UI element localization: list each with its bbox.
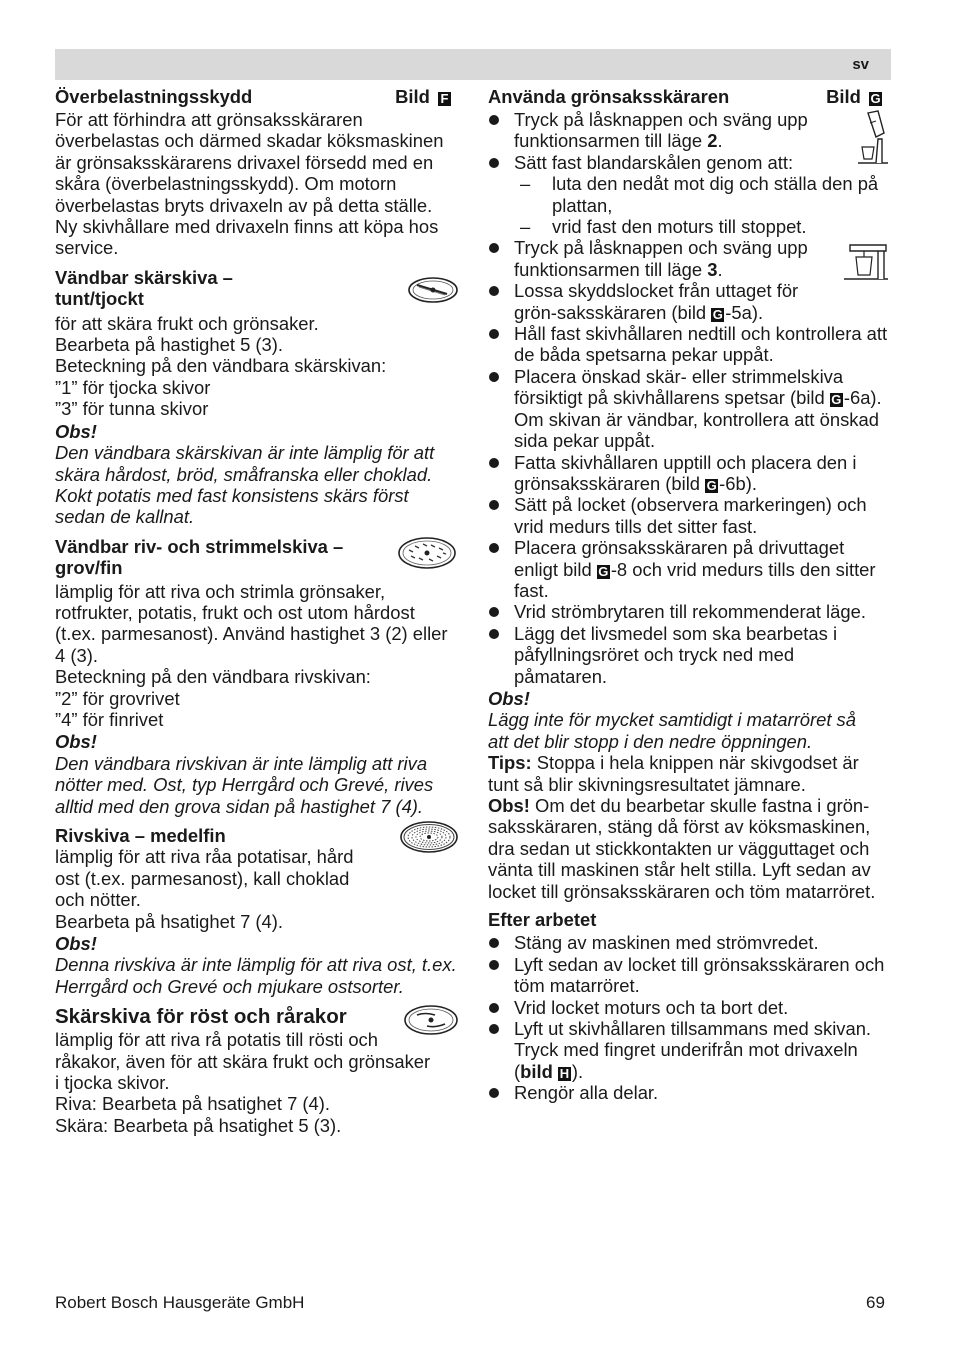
figure-ref (826, 86, 882, 107)
after-step (488, 1018, 892, 1082)
use-heading (488, 86, 892, 108)
medium-line: och nötter. (55, 889, 141, 911)
use-step-text: Placera önskad skär- eller strimmelskiva försiktigt på skivhållarens spetsar (bild (514, 365, 844, 409)
slicing-title-line1: Vändbar skärskiva – (55, 266, 233, 288)
use-step: Håll fast skivhållaren nedtill och kontrollera att de båda spetsarna pekar uppåt. (488, 323, 892, 366)
medium-title: Rivskiva – medelfin (55, 825, 226, 846)
slicing-line: Beteckning på den vändbara skärskivan: (55, 355, 387, 377)
use-substep: – vrid fast den moturs till stoppet. (514, 216, 828, 237)
use-title: Använda grönsaksskäraren (488, 86, 730, 108)
slicing-title-line2: tunt/tjockt (55, 288, 144, 310)
page-number: 69 (866, 1293, 885, 1312)
position-value: 2 (707, 130, 718, 152)
after-step-text: ). (571, 1060, 584, 1082)
obs2-label: Obs! (488, 795, 530, 816)
slicing-obs: Obs! (55, 420, 97, 442)
overload-title: Överbelastningsskydd (55, 86, 253, 108)
figure-letter-h: H (559, 1065, 570, 1081)
grating-line: ”2” för grovrivet (55, 687, 180, 709)
tips-paragraph (488, 752, 892, 795)
obs2-paragraph (488, 795, 892, 902)
rosti-line: råkakor, även för att skära frukt och grönsaker (55, 1050, 431, 1072)
medium-line: lämplig för att riva råa potatisar, hård (55, 846, 354, 868)
use-step-text: -5a). (725, 301, 764, 323)
medium-line: ost (t.ex. parmesanost), kall choklad (55, 867, 350, 889)
grating-obs: Obs! (55, 731, 97, 753)
figure-ref-label: Bild (826, 86, 861, 108)
figure-letter-g: G (870, 91, 881, 107)
grating-note: Den vändbara rivskivan är inte lämplig att riva nötter med. Ost, typ Herrgård och Grevé, rives alltid med den grova sidan på hastighet 7 (4). (55, 752, 434, 817)
use-step-text: Tryck på låsknappen och sväng upp funktionsarmen till läge (514, 109, 808, 152)
use-step (488, 280, 892, 323)
figure-ref (395, 86, 451, 107)
medium-grater-disc-icon (399, 819, 459, 855)
use-step-text: -6b). (719, 472, 757, 494)
use-step-text: Tryck på låsknappen och sväng upp funktionsarmen till läge (514, 237, 808, 280)
tips-label: Tips: (488, 752, 532, 774)
medium-section (55, 825, 459, 997)
slicing-section (55, 267, 459, 528)
use-step (488, 366, 892, 452)
figure-letter-g: G (598, 563, 609, 579)
slicing-note: Den vändbara skärskivan är inte lämplig för att skära hårdost, bröd, småfranska eller choklad. Kokt potatis med fast konsistens skärs först sedan de kallnat. (55, 442, 435, 528)
position-value: 3 (707, 258, 718, 280)
figure-letter-g: G (831, 392, 842, 408)
use-step-text: Lossa skyddslocket från uttaget för grön-saksskäraren (bild (514, 280, 799, 323)
figure-ref-label: Bild (395, 86, 430, 108)
use-step: Tryck på låsknappen och sväng upp funktionsarmen till läge 3. (488, 237, 892, 280)
figure-letter-f: F (438, 92, 451, 106)
use-steps (488, 109, 892, 237)
slicing-line: för att skära frukt och grönsaker. (55, 312, 319, 334)
after-step: Rengör alla delar. (488, 1082, 892, 1103)
slicing-disc-icon (407, 275, 459, 305)
use-step-text: Sätt fast blandarskålen genom att: (514, 151, 794, 173)
grating-disc-icon (397, 536, 457, 570)
use-step: Sätt på locket (observera markeringen) och vrid medurs tills det sitter fast. (488, 494, 892, 537)
use-step-text: -6a). Om skivan är vändbar, kontrollera att önskad sida pekar uppåt. (514, 387, 882, 452)
use-step: Vrid strömbrytaren till rekommenderat läge. (488, 601, 892, 622)
use-steps-2 (488, 237, 892, 323)
use-step: Tryck på låsknappen och sväng upp funktionsarmen till läge 2. (488, 109, 892, 152)
grating-section (55, 536, 459, 817)
grating-line: ”4” för finrivet (55, 708, 164, 730)
slicing-line: Bearbeta på hastighet 5 (3). (55, 334, 283, 356)
grating-title-line2: grov/fin (55, 557, 123, 579)
bild-ref: bild (520, 1060, 558, 1082)
grating-text: lämplig för att riva och strimla grönsaker, rotfrukter, potatis, frukt och ost utom hårdost (t.ex. parmesanost). Använd hastighet 3 (2) eller 4 (3). (55, 580, 448, 666)
after-step: Vrid locket moturs och ta bort det. (488, 997, 892, 1018)
left-column (55, 86, 459, 1136)
figure-letter-g: G (712, 306, 723, 322)
use-step-text: Fatta skivhållaren upptill och placera den i grönsaksskäraren (bild (514, 451, 857, 494)
overload-heading (55, 86, 459, 108)
use-substep: – luta den nedåt mot dig och ställa den på plattan, (514, 173, 892, 216)
grating-line: Beteckning på den vändbara rivskivan: (55, 666, 371, 688)
use-step (488, 152, 892, 238)
rosti-disc-icon (403, 1003, 459, 1037)
use-step (488, 537, 892, 601)
rosti-line: Riva: Bearbeta på hsatighet 7 (4). (55, 1093, 330, 1115)
footer-company: Robert Bosch Hausgeräte GmbH (55, 1293, 305, 1312)
rosti-line: Skära: Bearbeta på hsatighet 5 (3). (55, 1114, 342, 1136)
after-step: Stäng av maskinen med strömvredet. (488, 932, 892, 953)
right-column (488, 86, 892, 1104)
use-note: Lägg inte för mycket samtidigt i matarröret så att det blir stopp i den nedre öppningen. (488, 709, 856, 752)
after-title: Efter arbetet (488, 909, 597, 931)
grating-title-line1: Vändbar riv- och strimmelskiva – (55, 535, 344, 557)
rosti-section (55, 1005, 459, 1136)
tips-text: Stoppa i hela knippen när skivgodset är tunt så blir skivningsresultatet jämnare. (488, 752, 859, 795)
language-code: sv (852, 56, 869, 73)
use-step: Lägg det livsmedel som ska bearbetas i påfyllningsröret och tryck ned med påmataren. (488, 623, 892, 687)
use-step (488, 452, 892, 495)
use-step-text: Placera grönsaksskäraren på drivuttaget enligt bild (514, 537, 845, 580)
rosti-line: lämplig för att riva rå potatis till rösti och (55, 1029, 378, 1051)
after-step-text: Lyft ut skivhållaren tillsammans med skivan. Tryck med fingret underifrån mot drivaxeln ( (514, 1018, 872, 1082)
slicing-title (55, 267, 459, 310)
figure-letter-g: G (706, 477, 717, 493)
overload-text: För att förhindra att grönsaksskäraren överbelastas och därmed skadar köksmaskinen är grönsaksskärarens drivaxel försedd med en skåra (överbelastningsskydd). Om motorn överbelastas bryts drivaxeln av på detta ställe. Ny skivhållare med drivaxeln finns att köpa hos service. (55, 109, 444, 259)
slicing-line: ”1” för tjocka skivor (55, 376, 211, 398)
slicing-line: ”3” för tunna skivor (55, 398, 209, 420)
use-obs: Obs! (488, 687, 530, 709)
medium-line: Bearbeta på hsatighet 7 (4). (55, 910, 283, 932)
rosti-title: Skärskiva för röst och rårakor (55, 1005, 347, 1029)
header-bar (55, 49, 891, 80)
obs2-text: Om det du bearbetar skulle fastna i grön-saksskäraren, stäng då först av köksmaskinen, dra sedan ut stickkontakten ur vägguttaget och vänta till maskinen står helt stilla. Lyft sedan av locket till grönsaksskäraren och töm matarröret. (488, 795, 876, 902)
rosti-line: i tjocka skivor. (55, 1072, 170, 1094)
medium-note: Denna rivskiva är inte lämplig för att riva ost, t.ex. Herrgård och Grevé och mjukare ostsorter. (55, 954, 457, 997)
use-step-text: -8 och vrid medurs tills den sitter fast. (514, 558, 876, 601)
after-step: Lyft sedan av locket till grönsaksskäraren och töm matarröret. (488, 954, 892, 997)
medium-obs: Obs! (55, 933, 97, 955)
